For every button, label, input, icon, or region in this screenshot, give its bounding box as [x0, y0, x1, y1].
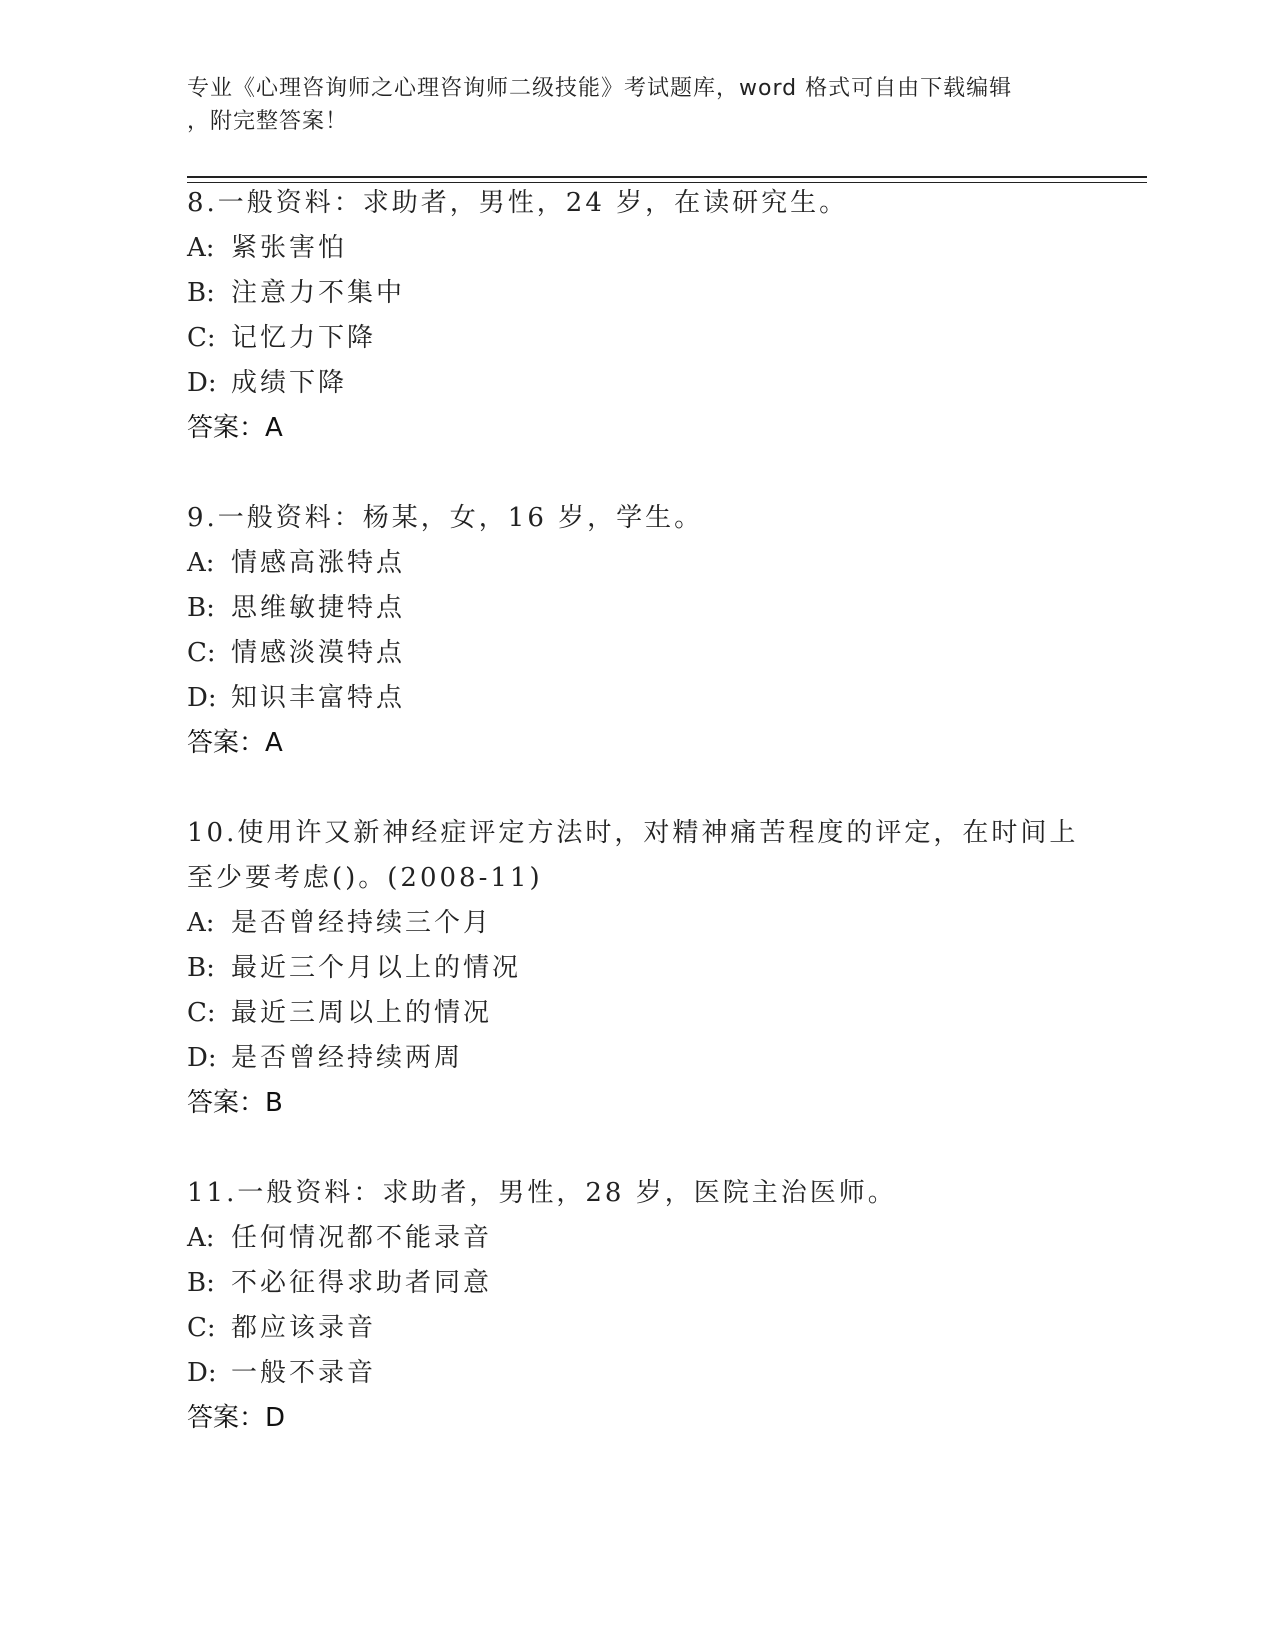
question-8: [187, 181, 1087, 451]
question-stem-line-2: 至少要考虑()。(2008-11): [187, 863, 543, 893]
option-text: 思维敏捷特点: [231, 593, 406, 623]
option-key: A:: [187, 233, 215, 263]
option-d: [187, 1351, 1087, 1396]
option-a: [187, 901, 1087, 946]
document-header: [187, 72, 1087, 138]
option-c: [187, 631, 1087, 676]
option-a: [187, 541, 1087, 586]
option-key: A:: [187, 908, 215, 938]
option-text: 紧张害怕: [231, 233, 348, 263]
option-text: 情感高涨特点: [231, 548, 406, 578]
option-b: [187, 946, 1087, 991]
question-stem-line-1: 10.使用许又新神经症评定方法时，对精神痛苦程度的评定，在时间上: [187, 818, 1079, 848]
option-text: 情感淡漠特点: [231, 638, 406, 668]
option-key: B:: [187, 953, 215, 983]
option-key: C:: [187, 998, 216, 1028]
answer: 答案：B: [187, 1088, 283, 1118]
option-text: 任何情况都不能录音: [231, 1223, 493, 1253]
option-text: 最近三周以上的情况: [231, 998, 493, 1028]
option-key: B:: [187, 278, 215, 308]
option-text: 不必征得求助者同意: [231, 1268, 493, 1298]
option-c: [187, 1306, 1087, 1351]
option-c: [187, 991, 1087, 1036]
answer: 答案：A: [187, 413, 283, 443]
question-stem: 11.一般资料：求助者，男性，28 岁，医院主治医师。: [187, 1178, 897, 1208]
option-key: D:: [187, 368, 217, 398]
option-key: D:: [187, 1043, 217, 1073]
option-d: [187, 1036, 1087, 1081]
question-stem: 9.一般资料：杨某，女，16 岁，学生。: [187, 503, 704, 533]
option-text: 记忆力下降: [231, 323, 377, 353]
option-key: A:: [187, 1223, 215, 1253]
option-key: A:: [187, 548, 215, 578]
option-key: C:: [187, 638, 216, 668]
option-text: 注意力不集中: [231, 278, 406, 308]
option-key: D:: [187, 683, 217, 713]
answer: 答案：A: [187, 728, 283, 758]
option-key: B:: [187, 1268, 215, 1298]
option-d: [187, 676, 1087, 721]
header-divider-thick: [187, 176, 1147, 178]
question-9: [187, 496, 1087, 766]
question-stem: 8.一般资料：求助者，男性，24 岁，在读研究生。: [187, 188, 849, 218]
option-d: [187, 361, 1087, 406]
option-text: 最近三个月以上的情况: [231, 953, 522, 983]
header-line-2: ，附完整答案！: [187, 109, 349, 134]
answer: 答案：D: [187, 1403, 286, 1433]
option-key: B:: [187, 593, 215, 623]
option-b: [187, 271, 1087, 316]
option-text: 是否曾经持续三个月: [231, 908, 493, 938]
option-key: C:: [187, 323, 216, 353]
option-text: 成绩下降: [231, 368, 348, 398]
question-11: [187, 1171, 1087, 1441]
question-10: [187, 811, 1087, 1126]
option-key: D:: [187, 1358, 217, 1388]
option-text: 都应该录音: [231, 1313, 377, 1343]
option-key: C:: [187, 1313, 216, 1343]
option-b: [187, 586, 1087, 631]
option-b: [187, 1261, 1087, 1306]
option-text: 是否曾经持续两周: [231, 1043, 464, 1073]
header-line-1: 专业《心理咨询师之心理咨询师二级技能》考试题库，word 格式可自由下载编辑: [187, 76, 1013, 101]
option-text: 知识丰富特点: [231, 683, 406, 713]
option-text: 一般不录音: [231, 1358, 377, 1388]
option-a: [187, 1216, 1087, 1261]
option-a: [187, 226, 1087, 271]
option-c: [187, 316, 1087, 361]
